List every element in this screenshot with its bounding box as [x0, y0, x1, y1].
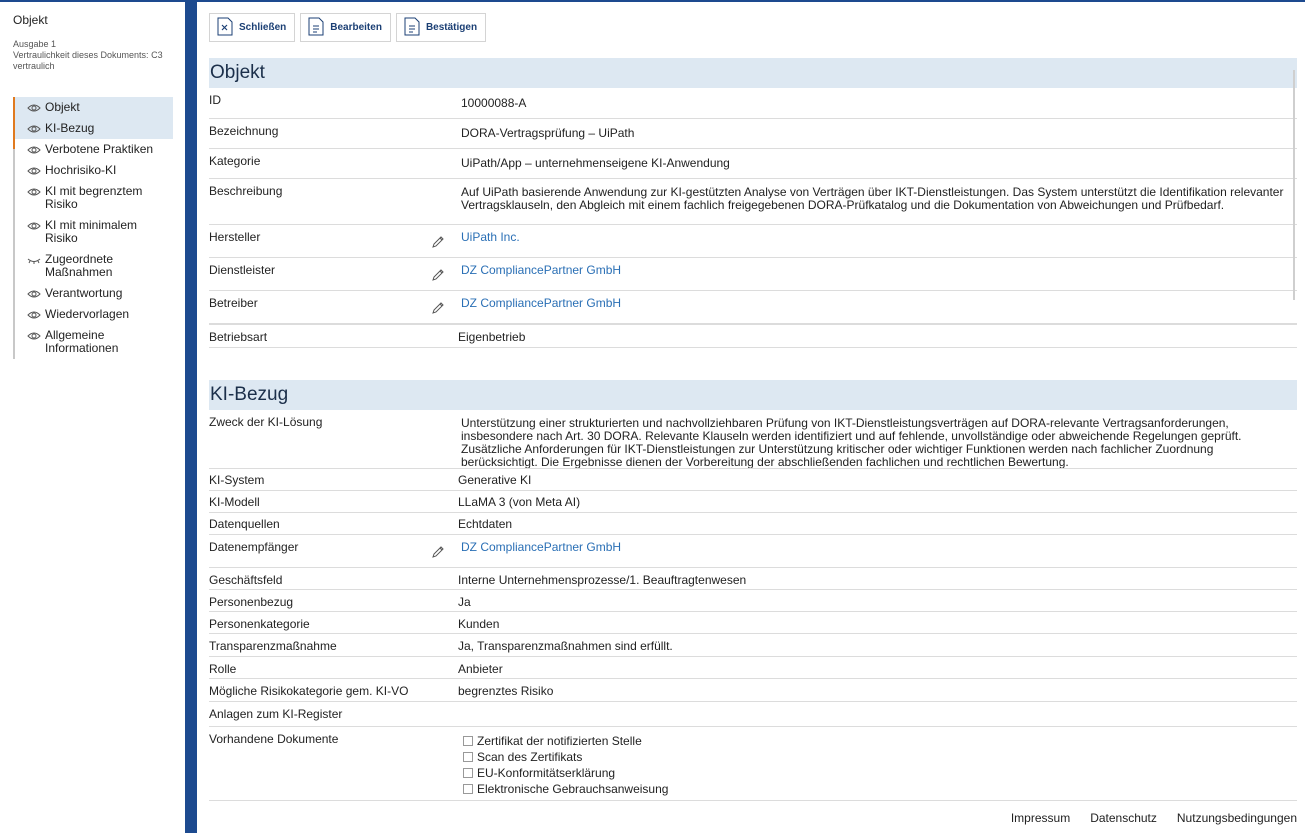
- field-label: Vorhandene Dokumente: [209, 732, 339, 746]
- field-label: Dienstleister: [209, 263, 276, 277]
- eye-icon: [26, 330, 42, 342]
- eye-icon: [26, 102, 42, 114]
- eye-icon: [26, 123, 42, 135]
- pencil-icon[interactable]: [431, 268, 445, 282]
- sidebar-item-zugeordnete-massnahmen[interactable]: [15, 249, 173, 283]
- field-row-personenbezug: [209, 590, 1297, 612]
- field-row-beschreibung: [209, 179, 1297, 225]
- field-row-ki-system: [209, 469, 1297, 491]
- datenschutz-link[interactable]: Datenschutz: [1090, 811, 1157, 825]
- field-label: Bezeichnung: [209, 124, 279, 138]
- checkbox[interactable]: [463, 736, 473, 746]
- field-label: Betreiber: [209, 296, 258, 310]
- edit-button-label: Bearbeiten: [330, 22, 382, 33]
- section-heading-objekt: Objekt: [209, 58, 1297, 88]
- field-row-datenquellen: [209, 513, 1297, 535]
- sidebar-item-label: Wiedervorlagen: [45, 307, 130, 321]
- field-value: LLaMA 3 (von Meta AI): [458, 495, 581, 509]
- sidebar-item-allgemeine-informationen[interactable]: [15, 325, 173, 359]
- document-checklist: [463, 733, 668, 797]
- sidebar-item-ki-begrenztes-risiko[interactable]: [15, 181, 173, 215]
- sidebar-nav: [13, 97, 173, 359]
- close-button-label: Schließen: [239, 22, 287, 33]
- field-row-rolle: [209, 657, 1297, 679]
- confidentiality-text: Vertraulichkeit dieses Dokuments: C3 vertraulich: [13, 50, 163, 71]
- checkbox-label: Zertifikat der notifizierten Stelle: [477, 734, 642, 748]
- sidebar-item-label: Allgemeine Informationen: [45, 328, 119, 355]
- pencil-icon[interactable]: [431, 301, 445, 315]
- field-value: Generative KI: [458, 473, 532, 487]
- sidebar-item-objekt[interactable]: [15, 97, 173, 118]
- sidebar-item-label: KI mit minimalem Risiko: [45, 218, 138, 245]
- pencil-icon[interactable]: [431, 235, 445, 249]
- checkbox-scan[interactable]: [463, 749, 668, 765]
- checkbox[interactable]: [463, 768, 473, 778]
- field-label: Datenempfänger: [209, 540, 299, 554]
- field-value: Auf UiPath basierende Anwendung zur KI-gestützten Analyse von Verträgen über IKT-Dienstleistungen. Das System unterstützt die Identifikation relevanter Vertragsklauseln, den Abgleich mit einem fachlich freigegebenen DORA-Prüfkatalog und die Dokumentation von Abweichungen und Prüfbedarf.: [461, 185, 1284, 212]
- eye-icon: [26, 288, 42, 300]
- close-button[interactable]: [209, 13, 295, 42]
- sidebar-item-hochrisiko-ki[interactable]: [15, 160, 173, 181]
- field-row-zweck: [209, 410, 1297, 469]
- field-row-hersteller: [209, 225, 1297, 258]
- field-value: Ja, Transparenzmaßnahmen sind erfüllt.: [458, 639, 673, 653]
- scrollbar[interactable]: [1293, 70, 1295, 300]
- field-label: KI-Modell: [209, 495, 260, 509]
- checkbox-label: EU-Konformitätserklärung: [477, 766, 616, 780]
- field-label: Transparenzmaßnahme: [209, 639, 337, 653]
- field-row-id: [209, 88, 1297, 119]
- sidebar-divider: [185, 2, 197, 833]
- field-row-transparenz: [209, 634, 1297, 657]
- sidebar-item-wiedervorlagen[interactable]: [15, 304, 173, 325]
- document-meta: [13, 39, 178, 72]
- field-row-datenempfaenger: [209, 535, 1297, 568]
- field-row-personenkategorie: [209, 612, 1297, 634]
- edit-button[interactable]: [300, 13, 391, 42]
- field-label: Personenkategorie: [209, 617, 310, 631]
- footer-links: [1011, 811, 1297, 825]
- field-row-kategorie: [209, 149, 1297, 179]
- field-label: Geschäftsfeld: [209, 573, 283, 587]
- sidebar-item-ki-minimales-risiko[interactable]: [15, 215, 173, 249]
- field-value: UiPath/App – unternehmenseigene KI-Anwendung: [461, 156, 730, 170]
- hersteller-link[interactable]: UiPath Inc.: [461, 230, 520, 244]
- field-value: DORA-Vertragsprüfung – UiPath: [461, 126, 635, 140]
- field-value: begrenztes Risiko: [458, 684, 554, 698]
- confirm-button[interactable]: [396, 13, 486, 42]
- field-row-bezeichnung: [209, 119, 1297, 149]
- footer: [197, 810, 1305, 833]
- document-confirm-icon: [404, 17, 420, 39]
- sidebar-item-label: Verbotene Praktiken: [45, 142, 154, 156]
- field-row-dienstleister: [209, 258, 1297, 291]
- eye-icon: [26, 309, 42, 321]
- field-label: Datenquellen: [209, 517, 280, 531]
- field-row-risikokategorie: [209, 679, 1297, 702]
- datenempfaenger-link[interactable]: DZ CompliancePartner GmbH: [461, 540, 622, 554]
- field-row-betriebsart: [209, 324, 1297, 348]
- field-label: Zweck der KI-Lösung: [209, 415, 323, 429]
- field-value: Unterstützung einer strukturierten und nachvollziehbaren Prüfung von IKT-Dienstleistungsverträgen auf DORA-relevante Vertragsanforderungen, insbesondere nach Art. 30 DORA. Relevante Klauseln werden identifiziert und auf fehlende, unvollständige oder abweichende Regelungen geprüft. Zusätzliche Anforderungen für IKT-Dienstleistungen zur Unterstützung kritischer oder wichtiger Funktionen werden nach fachlicher Zuordnung berücksichtigt. Die Ergebnisse dienen der Vorbereitung der abschließenden fachlichen und rechtlichen Bewertung.: [461, 416, 1242, 469]
- dienstleister-link[interactable]: DZ CompliancePartner GmbH: [461, 263, 622, 277]
- document-close-icon: [217, 17, 233, 39]
- field-label: ID: [209, 93, 221, 107]
- field-row-geschaeftsfeld: [209, 568, 1297, 590]
- sidebar-item-verbotene-praktiken[interactable]: [15, 139, 173, 160]
- field-value: Kunden: [458, 617, 500, 631]
- field-row-vorhandene-dokumente: [209, 727, 1297, 801]
- section-heading-ki-bezug: KI-Bezug: [209, 380, 1297, 410]
- checkbox-label: Elektronische Gebrauchsanweisung: [477, 782, 669, 796]
- field-label: KI-System: [209, 473, 265, 487]
- field-label: Anlagen zum KI-Register: [209, 707, 343, 721]
- field-row-betreiber: [209, 291, 1297, 324]
- betreiber-link[interactable]: DZ CompliancePartner GmbH: [461, 296, 622, 310]
- pencil-icon[interactable]: [431, 545, 445, 559]
- field-label: Hersteller: [209, 230, 261, 244]
- checkbox[interactable]: [463, 784, 473, 794]
- document-edit-icon: [308, 17, 324, 39]
- eye-icon: [26, 220, 42, 232]
- field-label: Rolle: [209, 662, 237, 676]
- main-content: [197, 2, 1305, 833]
- field-value: Ja: [458, 595, 471, 609]
- eye-icon: [26, 165, 42, 177]
- sidebar-item-label: Zugeordnete Maßnahmen: [45, 252, 114, 279]
- eye-icon: [26, 186, 42, 198]
- sidebar-item-label: Hochrisiko-KI: [45, 163, 117, 177]
- sidebar-item-label: Verantwortung: [45, 286, 123, 300]
- field-value: Eigenbetrieb: [458, 330, 526, 344]
- sidebar-item-label: KI mit begrenztem Risiko: [45, 184, 143, 211]
- sidebar-item-ki-bezug[interactable]: [15, 118, 173, 139]
- impressum-link[interactable]: Impressum: [1010, 811, 1071, 825]
- eye-icon: [26, 144, 42, 156]
- field-row-ki-modell: [209, 491, 1297, 513]
- checkbox-konformitaet[interactable]: [463, 765, 668, 781]
- eye-closed-icon: [26, 254, 42, 266]
- field-label: Personenbezug: [209, 595, 294, 609]
- field-value: 10000088-A: [461, 96, 527, 110]
- sidebar-item-verantwortung[interactable]: [15, 283, 173, 304]
- checkbox-label: Scan des Zertifikats: [477, 750, 583, 764]
- field-label: Mögliche Risikokategorie gem. KI-VO: [209, 684, 409, 698]
- nutzungsbedingungen-link[interactable]: Nutzungsbedingungen: [1176, 811, 1297, 825]
- confirm-button-label: Bestätigen: [425, 22, 478, 33]
- checkbox[interactable]: [463, 752, 473, 762]
- field-value: Interne Unternehmensprozesse/1. Beauftragtenwesen: [458, 573, 747, 587]
- toolbar: [209, 13, 486, 42]
- active-section-marker: [13, 97, 15, 149]
- sidebar-item-label: KI-Bezug: [45, 121, 95, 135]
- edition-text: Ausgabe 1: [13, 39, 57, 49]
- field-value: Echtdaten: [458, 517, 513, 531]
- sidebar: [0, 2, 185, 833]
- sidebar-title: Objekt: [13, 13, 48, 27]
- field-row-anlagen: [209, 702, 1297, 727]
- field-label: Betriebsart: [209, 330, 268, 344]
- field-label: Kategorie: [209, 154, 261, 168]
- field-value: Anbieter: [458, 662, 503, 676]
- checkbox-gebrauchsanweisung[interactable]: [463, 781, 668, 797]
- sidebar-item-label: Objekt: [45, 100, 80, 114]
- field-label: Beschreibung: [209, 184, 283, 198]
- checkbox-zertifikat[interactable]: [463, 733, 668, 749]
